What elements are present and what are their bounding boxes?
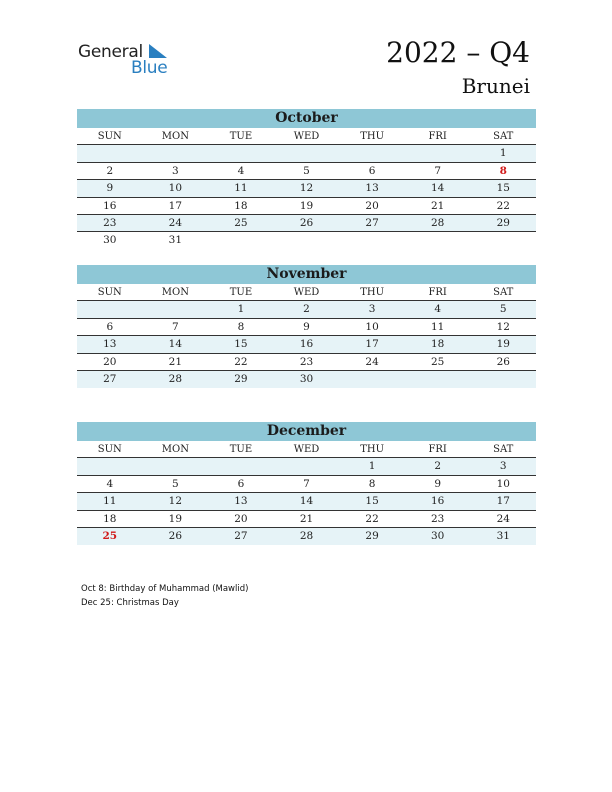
day-cell: 17 (365, 338, 379, 351)
week-row (77, 528, 536, 545)
weekday-header-row (77, 441, 536, 458)
day-cell: 19 (496, 338, 510, 351)
day-cell: 21 (299, 512, 314, 525)
day-cell: 23 (430, 512, 445, 525)
day-cell: 27 (365, 216, 379, 229)
weekday-label: THU (360, 131, 385, 142)
day-cell: 1 (237, 303, 245, 316)
day-cell: 22 (496, 199, 510, 212)
day-cell (339, 371, 405, 388)
day-cell: 9 (303, 320, 310, 333)
week-row (77, 336, 536, 353)
day-cell: 7 (303, 477, 310, 490)
day-cell: 24 (496, 512, 510, 525)
day-cell: 6 (368, 164, 376, 177)
day-cell: 14 (299, 495, 314, 508)
week-row (77, 163, 536, 180)
day-cell: 19 (299, 199, 314, 212)
day-cell: 8 (499, 164, 507, 177)
weekday-header-row (77, 284, 536, 301)
week-row (77, 215, 536, 232)
day-cell: 29 (496, 216, 510, 229)
weekday-label: WED (293, 131, 320, 142)
holiday-note: Oct 8: Birthday of Muhammad (Mawlid) (81, 584, 249, 594)
month-december (77, 422, 536, 545)
day-cell (405, 371, 471, 388)
weekday-label: SAT (493, 287, 514, 298)
day-cell: 18 (234, 199, 248, 212)
day-cell (77, 458, 143, 474)
day-cell: 23 (103, 216, 117, 229)
page-title: 2022 – Q4 (386, 36, 530, 69)
weekday-label: FRI (428, 131, 447, 142)
day-cell: 5 (499, 303, 507, 316)
day-cell: 11 (430, 320, 445, 333)
weekday-label: MON (161, 131, 189, 142)
day-cell: 26 (496, 355, 510, 368)
day-cell: 11 (234, 182, 248, 195)
day-cell: 18 (430, 338, 445, 351)
day-cell: 17 (496, 495, 510, 508)
day-cell: 2 (303, 303, 310, 316)
week-row (77, 198, 536, 215)
week-row (77, 511, 536, 528)
day-cell (208, 458, 274, 474)
day-cell: 10 (496, 477, 510, 490)
day-cell (143, 145, 209, 161)
day-cell: 17 (168, 199, 183, 212)
day-cell: 4 (237, 164, 245, 177)
day-cell: 16 (103, 199, 117, 212)
day-cell (77, 145, 143, 161)
day-cell: 2 (434, 460, 442, 473)
day-cell (208, 145, 274, 161)
day-cell: 22 (365, 512, 379, 525)
month-header: December (77, 422, 536, 441)
day-cell: 29 (365, 529, 379, 542)
day-cell: 8 (368, 477, 376, 490)
day-cell: 16 (299, 338, 314, 351)
day-cell: 22 (234, 355, 248, 368)
day-cell: 12 (168, 495, 183, 508)
day-cell: 1 (368, 460, 376, 473)
day-cell: 26 (299, 216, 314, 229)
day-cell: 25 (234, 216, 248, 229)
day-cell: 28 (168, 372, 183, 385)
weekday-label: THU (360, 444, 385, 455)
week-row (77, 371, 536, 388)
day-cell: 6 (237, 477, 245, 490)
weekday-label: TUE (229, 131, 253, 142)
day-cell (339, 232, 405, 249)
week-row (77, 354, 536, 371)
weekday-label: MON (161, 444, 189, 455)
day-cell: 29 (234, 372, 248, 385)
logo-blue-text: Blue (131, 58, 168, 78)
day-cell: 15 (365, 495, 379, 508)
week-row (77, 145, 536, 162)
day-cell (405, 232, 471, 249)
day-cell: 14 (430, 182, 445, 195)
day-cell: 25 (102, 529, 118, 542)
day-cell: 18 (103, 512, 117, 525)
week-row (77, 180, 536, 197)
weekday-label: TUE (229, 287, 253, 298)
day-cell: 23 (299, 355, 314, 368)
day-cell: 14 (168, 338, 183, 351)
day-cell: 25 (430, 355, 445, 368)
day-cell (143, 301, 209, 317)
weekday-label: THU (360, 287, 385, 298)
day-cell: 21 (168, 355, 183, 368)
day-cell: 16 (430, 495, 445, 508)
day-cell: 5 (303, 164, 310, 177)
weekday-label: WED (293, 287, 320, 298)
day-cell: 8 (237, 320, 245, 333)
day-cell: 5 (172, 477, 179, 490)
month-october (77, 109, 536, 250)
day-cell: 30 (103, 234, 117, 247)
day-cell: 20 (103, 355, 117, 368)
day-cell: 4 (106, 477, 114, 490)
day-cell: 15 (496, 182, 510, 195)
day-cell: 2 (106, 164, 114, 177)
day-cell: 6 (106, 320, 114, 333)
day-cell: 7 (434, 164, 442, 177)
day-cell (143, 458, 209, 474)
day-cell (274, 145, 340, 161)
day-cell: 24 (168, 216, 183, 229)
day-cell: 11 (103, 495, 117, 508)
day-cell: 9 (434, 477, 442, 490)
weekday-label: WED (293, 444, 320, 455)
day-cell: 31 (168, 234, 183, 247)
weekday-label: SUN (97, 131, 122, 142)
day-cell: 24 (365, 355, 379, 368)
weekday-header-row (77, 128, 536, 145)
weekday-label: SUN (97, 444, 122, 455)
logo-triangle-icon (149, 44, 167, 58)
week-row (77, 458, 536, 475)
day-cell: 15 (234, 338, 248, 351)
day-cell: 4 (434, 303, 442, 316)
week-row (77, 301, 536, 318)
weekday-label: SAT (493, 131, 514, 142)
day-cell: 1 (499, 147, 507, 160)
day-cell: 12 (299, 182, 314, 195)
weekday-label: FRI (428, 287, 447, 298)
holiday-notes (81, 582, 248, 610)
day-cell: 7 (172, 320, 179, 333)
day-cell: 27 (234, 529, 248, 542)
day-cell (339, 145, 405, 161)
month-november (77, 265, 536, 388)
country-name: Brunei (461, 74, 530, 98)
day-cell: 20 (365, 199, 379, 212)
day-cell: 13 (365, 182, 379, 195)
day-cell: 3 (172, 164, 179, 177)
day-cell: 27 (103, 372, 117, 385)
day-cell: 21 (430, 199, 445, 212)
day-cell: 20 (234, 512, 248, 525)
day-cell (470, 371, 536, 388)
weekday-label: MON (161, 287, 189, 298)
holiday-note: Dec 25: Christmas Day (81, 598, 179, 608)
day-cell: 30 (430, 529, 445, 542)
day-cell: 13 (103, 338, 117, 351)
day-cell: 28 (430, 216, 445, 229)
day-cell (274, 232, 340, 249)
weekday-label: SAT (493, 444, 514, 455)
day-cell: 10 (168, 182, 183, 195)
brand-logo (78, 42, 178, 78)
day-cell: 19 (168, 512, 183, 525)
month-header: November (77, 265, 536, 284)
week-row (77, 319, 536, 336)
weekday-label: SUN (97, 287, 122, 298)
day-cell: 31 (496, 529, 510, 542)
day-cell: 13 (234, 495, 248, 508)
day-cell (77, 301, 143, 317)
day-cell (405, 145, 471, 161)
week-row (77, 493, 536, 510)
weekday-label: TUE (229, 444, 253, 455)
day-cell: 10 (365, 320, 379, 333)
weekday-label: FRI (428, 444, 447, 455)
day-cell (274, 458, 340, 474)
month-header: October (77, 109, 536, 128)
day-cell: 30 (299, 372, 314, 385)
day-cell (208, 232, 274, 249)
day-cell: 3 (499, 460, 507, 473)
day-cell: 3 (368, 303, 376, 316)
day-cell (470, 232, 536, 249)
day-cell: 26 (168, 529, 183, 542)
week-row (77, 232, 536, 249)
day-cell: 12 (496, 320, 510, 333)
week-row (77, 476, 536, 493)
day-cell: 9 (106, 182, 114, 195)
day-cell: 28 (299, 529, 314, 542)
logo-general-text: General (78, 42, 143, 62)
